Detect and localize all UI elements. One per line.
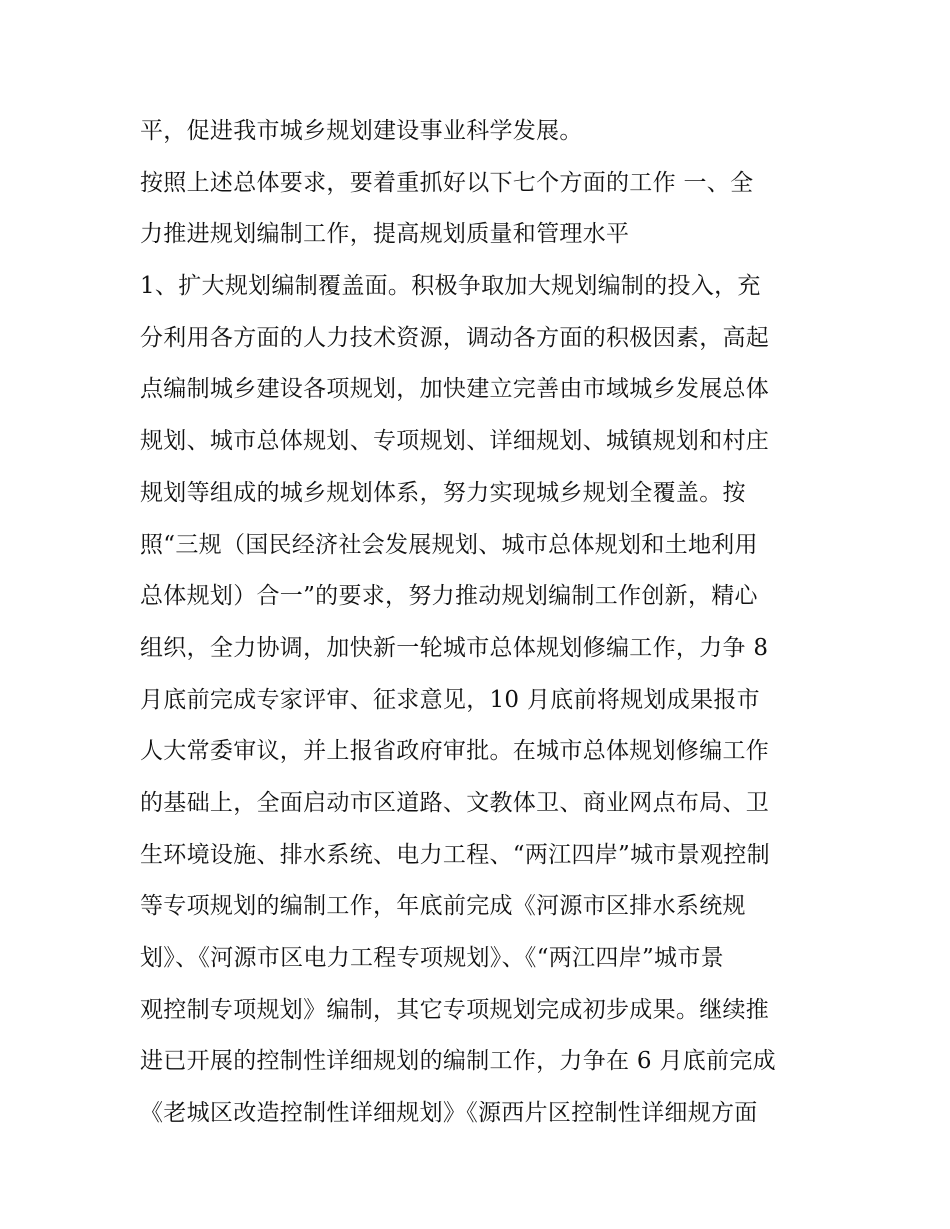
text-line: 《老城区改造控制性详细规划》《源西片区控制性详细规方面: [140, 1100, 758, 1127]
text-line: 1、扩大规划编制覆盖面。积极争取加大规划编制的投入，充: [140, 273, 761, 300]
text-line: 进已开展的控制性详细规划的编制工作，力争在 6 月底前完成: [140, 1048, 776, 1075]
text-line: 组织，全力协调，加快新一轮城市总体规划修编工作，力争 8: [140, 634, 769, 661]
text-line: 力推进规划编制工作，提高规划质量和管理水平: [140, 221, 630, 248]
text-line: 按照上述总体要求，要着重抓好以下七个方面的工作 一、全: [140, 169, 754, 196]
text-line: 观控制专项规划》编制，其它专项规划完成初步成果。继续推: [140, 996, 770, 1023]
text-line: 人大常委审议，并上报省政府审批。在城市总体规划修编工作: [140, 738, 770, 765]
text-line: 总体规划）合一”的要求，努力推动规划编制工作创新，精心: [140, 583, 758, 610]
text-line: 照“三规（国民经济社会发展规划、城市总体规划和土地利用: [140, 531, 758, 558]
text-line: 的基础上，全面启动市区道路、文教体卫、商业网点布局、卫: [140, 789, 770, 816]
body-text: [140, 106, 820, 1140]
text-line: 生环境设施、排水系统、电力工程、“两江四岸”城市景观控制: [140, 841, 770, 868]
text-line: 分利用各方面的人力技术资源，调动各方面的积极因素，高起: [140, 324, 770, 351]
text-line: 等专项规划的编制工作，年底前完成《河源市区排水系统规: [140, 893, 746, 920]
text-line: 平，促进我市城乡规划建设事业科学发展。: [140, 118, 583, 144]
text-line: 月底前完成专家评审、征求意见，10 月底前将规划成果报市: [140, 686, 760, 713]
text-line: 点编制城乡建设各项规划，加快建立完善由市域城乡发展总体: [140, 376, 770, 403]
text-line: 划》、《河源市区电力工程专项规划》、《“两江四岸”城市景: [140, 945, 724, 971]
text-line: 规划、城市总体规划、专项规划、详细规划、城镇规划和村庄: [140, 428, 770, 455]
text-line: 规划等组成的城乡规划体系，努力实现城乡规划全覆盖。按: [140, 479, 746, 506]
